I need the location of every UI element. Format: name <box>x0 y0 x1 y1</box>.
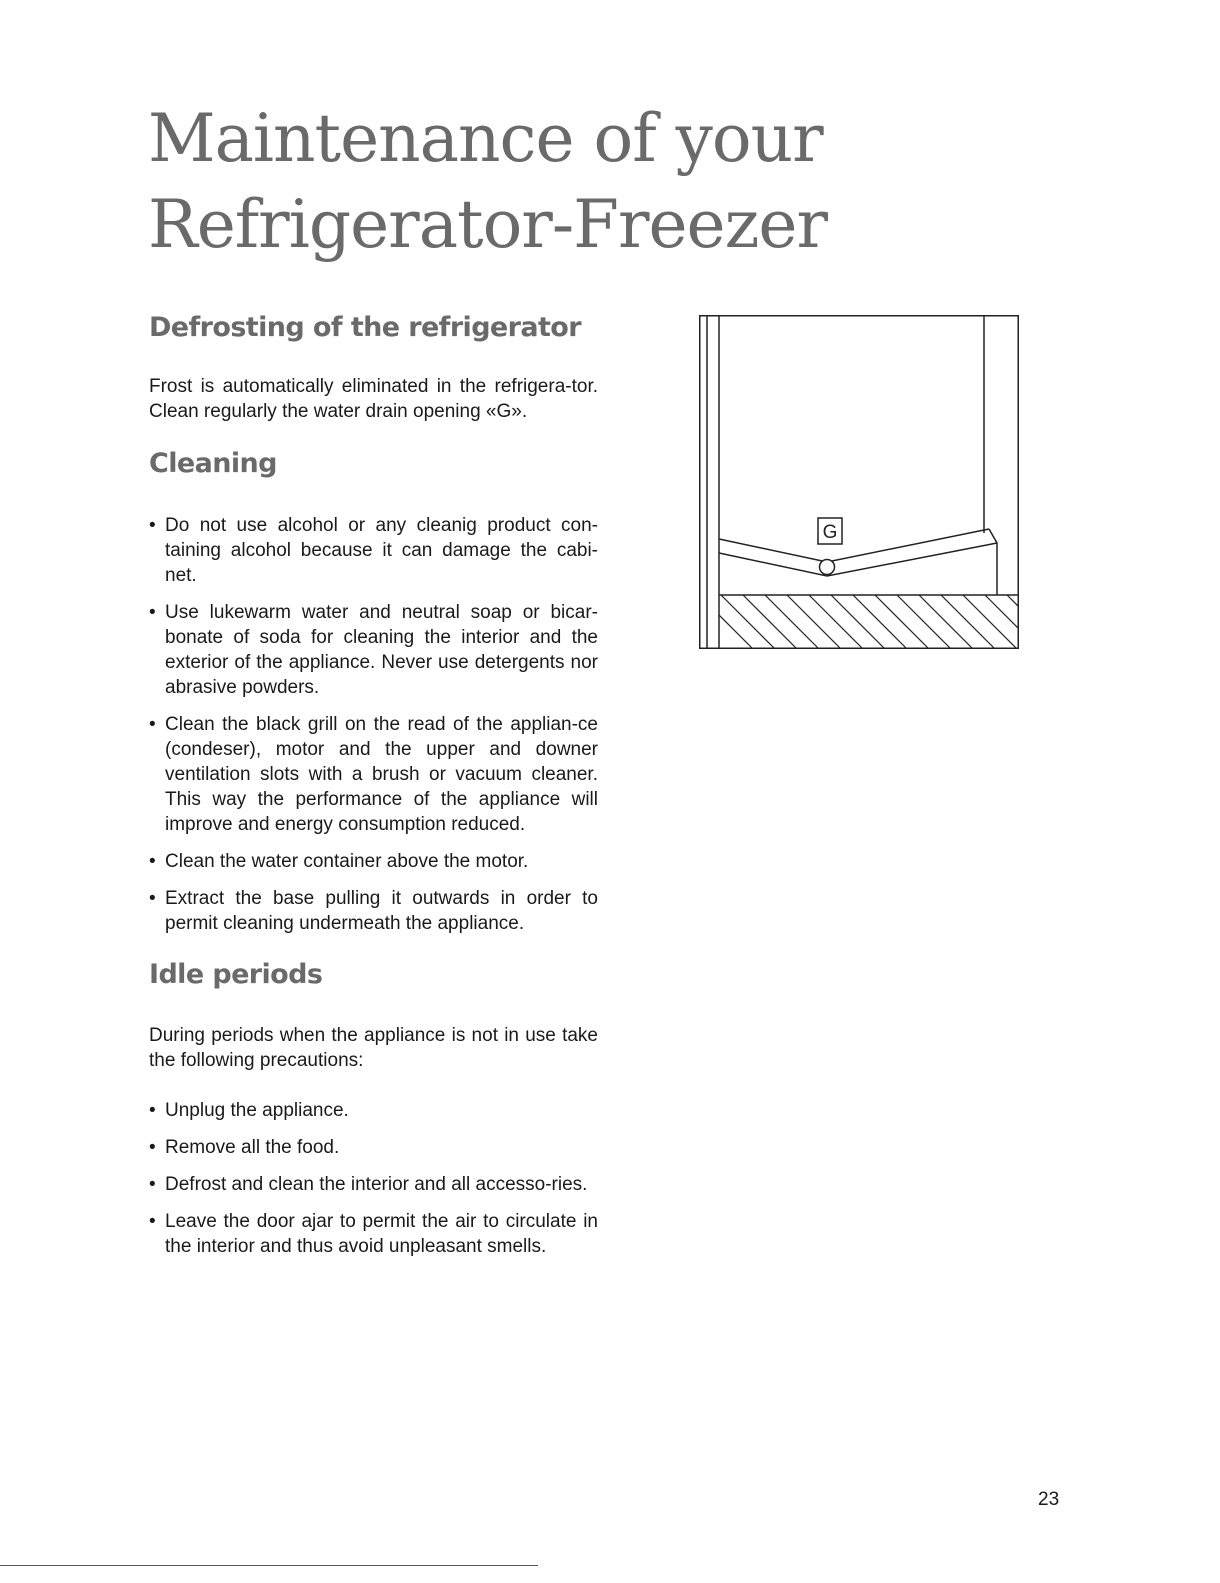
channel-step <box>989 529 997 595</box>
defrosting-text: Frost is automatically eliminated in the refrigera-tor. Clean regularly the water drain opening «G». <box>149 376 598 422</box>
idle-periods-heading: Idle periods <box>149 959 323 990</box>
drain-hole <box>820 560 835 575</box>
figure-frame <box>700 316 1019 649</box>
label-g: G <box>822 522 838 543</box>
page-title <box>148 96 827 268</box>
idle-list-item: • Leave the door ajar to permit the air to circulate in the interior and thus avoid unpleasant smells. <box>149 1209 598 1259</box>
drain-opening-diagram <box>699 315 1019 649</box>
page-title-line-2: Refrigerator-Freezer <box>148 186 827 263</box>
cleaning-list-item: • Do not use alcohol or any cleanig product con-taining alcohol because it can damage the cabi-net. <box>149 513 598 588</box>
drain-channel-top <box>719 529 989 562</box>
cleaning-list-item: • Extract the base pulling it outwards in order to permit cleaning undermeath the appliance. <box>149 886 598 936</box>
defrosting-heading: Defrosting of the refrigerator <box>149 312 581 343</box>
idle-list-item: • Remove all the food. <box>149 1135 598 1160</box>
cleaning-heading: Cleaning <box>149 448 277 479</box>
idle-list-item: • Unplug the appliance. <box>149 1098 598 1123</box>
cleaning-list-item: • Clean the water container above the motor. <box>149 849 598 874</box>
footer-divider <box>0 1565 538 1566</box>
page-number: 23 <box>1038 1489 1060 1510</box>
idle-periods-list <box>149 1098 598 1271</box>
idle-periods-text: During periods when the appliance is not in use take the following precautions: <box>149 1025 598 1071</box>
idle-list-item: • Defrost and clean the interior and all accesso-ries. <box>149 1172 598 1197</box>
floor-hatching <box>699 595 1019 649</box>
cleaning-list-item: • Use lukewarm water and neutral soap or bicar-bonate of soda for cleaning the interior and the exterior of the appliance. Never use detergents nor abrasive powders. <box>149 600 598 700</box>
cleaning-list <box>149 513 598 948</box>
cleaning-list-item: • Clean the black grill on the read of the applian-ce (condeser), motor and the upper and downer ventilation slots with a brush or vacuum cleaner. This way the performance of the appliance will improve and energy consumption reduced. <box>149 712 598 837</box>
page-title-line-1: Maintenance of your <box>148 100 823 177</box>
